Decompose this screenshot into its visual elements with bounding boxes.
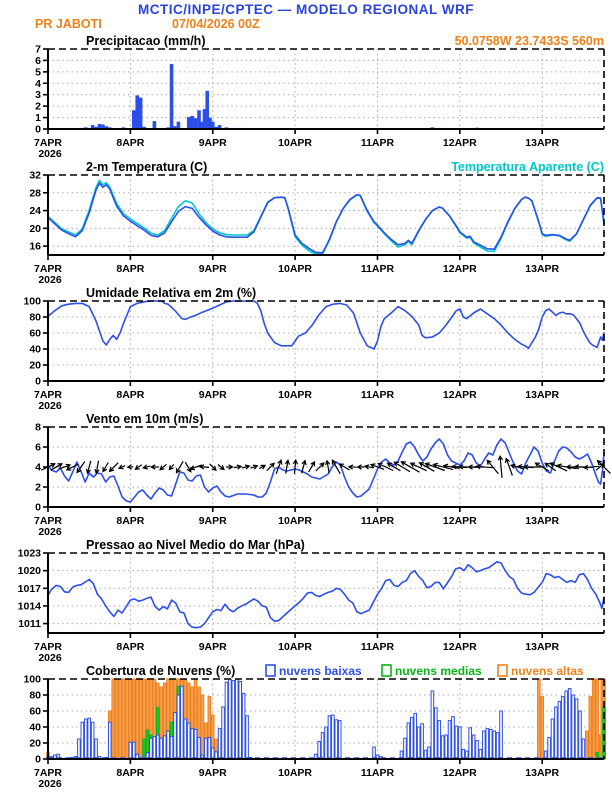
x-tick-label: 9APR — [198, 767, 227, 779]
x-tick-label: 11APR — [360, 137, 395, 149]
station-name: PR JABOTI — [35, 17, 102, 31]
legend-label: nuvens altas — [511, 664, 584, 678]
x-tick-label: 10APR — [278, 263, 313, 275]
legend-label: nuvens baixas — [279, 664, 362, 678]
series-pressao-nivel-mar — [48, 562, 604, 628]
panel-title: 2-m Temperatura (C) — [86, 160, 208, 174]
x-year-label: 2026 — [38, 778, 62, 790]
x-tick-label: 12APR — [442, 641, 477, 653]
x-tick-label: 12APR — [442, 515, 477, 527]
series-temperatura-aparente — [48, 180, 604, 254]
x-tick-label: 8APR — [116, 641, 145, 653]
page-title: MCTIC/INPE/CPTEC — MODELO REGIONAL WRF — [138, 2, 474, 17]
panel-title-right: Temperatura Aparente (C) — [451, 160, 604, 174]
x-tick-label: 10APR — [278, 767, 313, 779]
y-tick-label: 24 — [29, 205, 41, 218]
panel-clouds — [0, 664, 612, 790]
x-tick-label: 8APR — [116, 137, 145, 149]
y-tick-label: 20 — [29, 222, 41, 235]
y-tick-label: 1011 — [18, 618, 41, 631]
y-tick-label: 0 — [35, 753, 41, 766]
y-tick-label: 2 — [35, 481, 41, 494]
x-tick-label: 7APR — [33, 137, 63, 149]
legend-swatch-orange — [498, 665, 507, 676]
run-datetime: 07/04/2026 00Z — [172, 17, 260, 31]
x-tick-label: 12APR — [442, 767, 477, 779]
x-tick-label: 13APR — [525, 137, 560, 149]
x-tick-label: 8APR — [116, 767, 145, 779]
x-year-label: 2026 — [38, 526, 62, 538]
panel-title: Cobertura de Nuvens (%) — [86, 664, 236, 678]
y-tick-label: 1023 — [17, 547, 41, 560]
y-tick-label: 7 — [35, 43, 41, 56]
y-tick-label: 1 — [35, 112, 41, 125]
y-tick-label: 80 — [29, 689, 41, 702]
x-tick-label: 11APR — [360, 263, 395, 275]
y-tick-label: 0 — [35, 501, 41, 514]
series-temperatura-2m — [48, 183, 604, 253]
y-tick-label: 60 — [29, 705, 41, 718]
x-tick-label: 13APR — [525, 263, 560, 275]
y-tick-label: 3 — [35, 89, 41, 102]
x-tick-label: 11APR — [360, 515, 395, 527]
panel-title: Pressao ao Nivel Medio do Mar (hPa) — [86, 538, 305, 552]
x-tick-label: 8APR — [116, 263, 145, 275]
x-tick-label: 13APR — [525, 515, 560, 527]
y-tick-label: 40 — [29, 721, 41, 734]
x-tick-label: 11APR — [360, 641, 395, 653]
x-year-label: 2026 — [38, 652, 62, 664]
x-tick-label: 7APR — [33, 263, 63, 275]
y-tick-label: 5 — [35, 66, 41, 79]
x-tick-label: 10APR — [278, 515, 313, 527]
series-umidade-relativa — [48, 301, 604, 349]
panel-title: Vento em 10m (m/s) — [86, 412, 204, 426]
x-tick-label: 10APR — [278, 641, 313, 653]
y-tick-label: 1017 — [17, 582, 41, 595]
y-tick-label: 32 — [29, 169, 41, 182]
x-tick-label: 13APR — [525, 389, 560, 401]
y-tick-label: 4 — [35, 77, 41, 90]
series-velocidade-vento — [48, 439, 604, 502]
x-tick-label: 13APR — [525, 767, 560, 779]
x-tick-label: 12APR — [442, 263, 477, 275]
y-tick-label: 1014 — [17, 600, 41, 613]
series-precipitacao — [81, 64, 478, 129]
panel-title-right: 50.0758W 23.7433S 560m — [454, 34, 604, 48]
y-tick-label: 8 — [35, 421, 41, 434]
y-tick-label: 1020 — [17, 565, 41, 578]
legend-swatch-green — [382, 665, 391, 676]
y-tick-label: 6 — [35, 54, 41, 67]
panel-title: Umidade Relativa em 2m (%) — [86, 286, 257, 300]
x-tick-label: 7APR — [33, 641, 63, 653]
x-tick-label: 7APR — [33, 515, 63, 527]
y-tick-label: 20 — [29, 359, 41, 372]
x-tick-label: 10APR — [278, 389, 313, 401]
y-tick-label: 100 — [23, 673, 41, 686]
x-tick-label: 9APR — [198, 263, 227, 275]
x-tick-label: 9APR — [198, 389, 227, 401]
panel-pressure — [0, 538, 612, 664]
x-tick-label: 7APR — [33, 767, 63, 779]
panel-wind — [0, 412, 612, 538]
x-tick-label: 11APR — [360, 389, 395, 401]
panel-title: Precipitacao (mm/h) — [86, 34, 206, 48]
panel-temperature — [0, 160, 612, 286]
panel-humidity — [0, 286, 612, 412]
y-tick-label: 20 — [29, 737, 41, 750]
y-tick-label: 16 — [29, 240, 41, 253]
y-tick-label: 2 — [35, 100, 41, 113]
x-tick-label: 11APR — [360, 767, 395, 779]
x-tick-label: 9APR — [198, 515, 227, 527]
y-tick-label: 0 — [35, 123, 41, 136]
y-tick-label: 28 — [29, 187, 41, 200]
y-tick-label: 40 — [29, 343, 41, 356]
panel-precipitation — [0, 34, 612, 160]
y-tick-label: 80 — [29, 311, 41, 324]
legend-swatch-blue — [266, 665, 275, 676]
x-year-label: 2026 — [38, 274, 62, 286]
y-tick-label: 0 — [35, 375, 41, 388]
y-tick-label: 4 — [35, 461, 41, 474]
x-tick-label: 9APR — [198, 641, 227, 653]
x-tick-label: 13APR — [525, 641, 560, 653]
x-year-label: 2026 — [38, 148, 62, 160]
legend-label: nuvens medias — [395, 664, 482, 678]
x-tick-label: 7APR — [33, 389, 63, 401]
y-tick-label: 6 — [35, 441, 41, 454]
x-tick-label: 9APR — [198, 137, 227, 149]
x-tick-label: 12APR — [442, 389, 477, 401]
panels-container — [0, 34, 612, 790]
x-year-label: 2026 — [38, 400, 62, 412]
x-tick-label: 8APR — [116, 515, 145, 527]
x-tick-label: 10APR — [278, 137, 313, 149]
y-tick-label: 60 — [29, 327, 41, 340]
y-tick-label: 100 — [23, 295, 41, 308]
x-tick-label: 8APR — [116, 389, 145, 401]
x-tick-label: 12APR — [442, 137, 477, 149]
